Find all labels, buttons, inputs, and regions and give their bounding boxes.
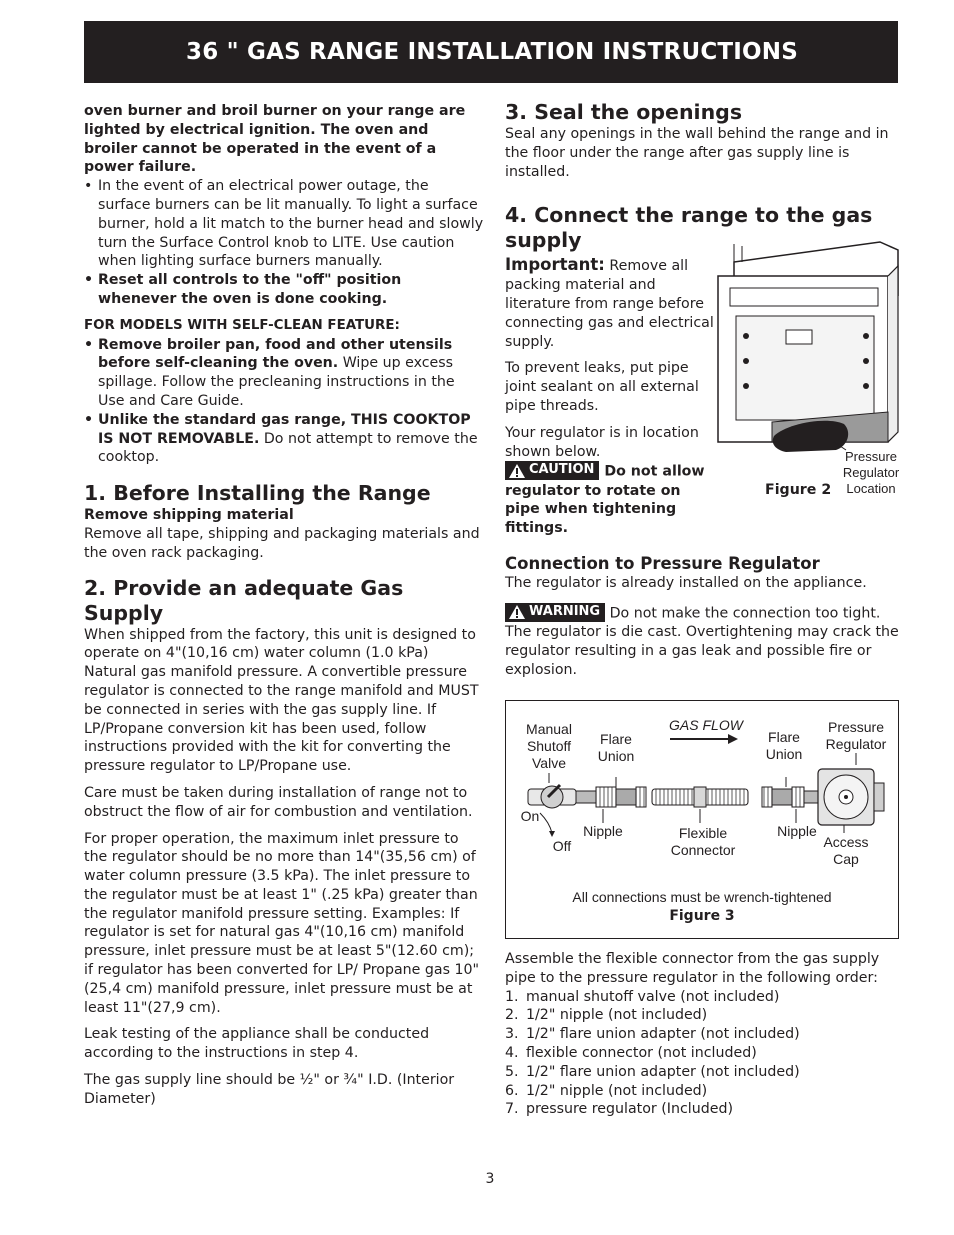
on-label: On — [520, 808, 540, 824]
caution-badge: CAUTION — [505, 461, 599, 480]
figure-3-diagram — [505, 700, 899, 939]
warning-triangle-icon — [508, 604, 526, 620]
section-2-para: The gas supply line should be ½" or ¾" I.D. (Interior Diameter) — [84, 1072, 455, 1107]
flare-union-label-left: Flare Union — [597, 731, 635, 764]
section-3-title: 3. Seal the openings — [505, 100, 743, 124]
section-3-text: Seal any openings in the wall behind the range and in the floor under the range after gas supply line is installed. — [505, 126, 889, 180]
flexible-connector-label: Flexible Connector — [670, 825, 736, 858]
warning-triangle-icon — [508, 463, 526, 479]
connection-text: The regulator is already installed on the appliance. — [505, 575, 867, 592]
section-4-title: 4. Connect the range to the gas supply — [505, 203, 873, 253]
leak-note: To prevent leaks, put pipe joint sealant on all external pipe threads. — [505, 360, 699, 414]
list-item: • Reset all controls to the "off" position whenever the oven is done cooking. — [84, 272, 402, 307]
range-back-illustration — [716, 236, 902, 462]
wrench-note: All connections must be wrench-tightened — [572, 889, 832, 905]
section-1-text: Remove all tape, shipping and packaging materials and the oven rack packaging. — [84, 525, 480, 561]
list-item: 3. 1/2" flare union adapter (not included) — [505, 1026, 800, 1043]
section-2-para: When shipped from the factory, this unit is designed to operate on 4"(10,16 cm) water column (1.0 kPa) Natural gas manifold pressure. A convertible pressure regulator is connected to the range manifold and MUST be connected in series with the gas supply line. If LP/Propane conversion kit has been used, follow instructions provided with the kit for converting the pressure regulator to LP/Propane use. — [84, 626, 479, 775]
off-label: Off — [552, 838, 572, 854]
section-2-para: Care must be taken during installation of range not to obstruct the flow of air for combustion and ventilation. — [84, 784, 473, 820]
section-2-title: 2. Provide an adequate Gas Supply — [84, 575, 404, 625]
list-item: 1. manual shutoff valve (not included) — [505, 988, 780, 1005]
figure-2-label: Figure 2 — [765, 482, 832, 498]
pressure-regulator-label: Pressure Regulator — [825, 719, 887, 752]
list-item: 6. 1/2" nipple (not included) — [505, 1082, 708, 1099]
list-item: 2. 1/2" nipple (not included) — [505, 1007, 708, 1024]
section-2-para: For proper operation, the maximum inlet pressure to the regulator should be no more than 14"(35,56 cm) of water column pressure (3.5 kPa). The inlet pressure to the regulator must be at least 1" (.25 kPa) greater than the regulator manifold pressure setting. Examples: If regulator is set for natural gas 4"(10,16 cm) manifold pressure, inlet pressure must be at least 5"(12.60 cm); if regulator has been converted for LP/ Propane gas 10"(25,4 cm) manifold pressure, inlet pressure must be at least 11"(27,9 cm). — [84, 830, 480, 1016]
warning-badge: WARNING — [505, 603, 605, 622]
warning-note: WARNING Do not make the connection too tight. The regulator is die cast. Overtightening may crack the regulator resulting in a gas leak and possible fire or explosion. — [505, 603, 899, 678]
section-1-subtitle: Remove shipping material — [84, 507, 294, 524]
gas-flow-label: GAS FLOW — [669, 717, 743, 733]
figure-3-label: Figure 3 — [669, 908, 735, 924]
page-title: 36 " GAS RANGE INSTALLATION INSTRUCTIONS — [186, 39, 799, 65]
connection-title: Connection to Pressure Regulator — [505, 554, 820, 574]
manual-shutoff-valve-label: Manual Shutoff Valve — [526, 721, 572, 771]
list-item: 4. flexible connector (not included) — [505, 1044, 757, 1061]
gas-connection-parts — [506, 701, 898, 881]
section-2-para: Leak testing of the appliance shall be conducted according to the instructions in step 4. — [84, 1026, 430, 1062]
assembly-steps — [505, 988, 900, 1120]
left-column — [84, 102, 484, 1109]
list-item: 5. 1/2" flare union adapter (not included) — [505, 1063, 800, 1080]
title-banner — [84, 21, 898, 83]
selfclean-bullets — [84, 336, 484, 468]
list-item: • In the event of an electrical power outage, the surface burners can be lit manually. To light a surface burner, hold a lit match to the burner head and slowly turn the Surface Control knob to LITE. Use caution when lighting surface burners manually. — [84, 178, 484, 270]
section-1-title: 1. Before Installing the Range — [84, 481, 431, 506]
caution-note: CAUTION Do not allow regulator to rotate on pipe when tightening fittings. — [505, 462, 705, 537]
selfclean-heading: FOR MODELS WITH SELF-CLEAN FEATURE: — [84, 317, 400, 333]
assembly-intro: Assemble the flexible connector from the gas supply pipe to the pressure regulator in the following order: — [505, 951, 880, 986]
list-item: 7. pressure regulator (Included) — [505, 1101, 733, 1118]
important-note: Important: Remove all packing material and literature from range before connecting gas and electrical supply. — [505, 255, 714, 350]
assembly-instructions — [505, 950, 900, 1119]
ignition-note: oven burner and broil burner on your range are lighted by electrical ignition. The oven and broiler cannot be operated in the event of a power failure. — [84, 103, 466, 176]
section-4-narrow — [505, 256, 715, 538]
access-cap-label: Access Cap — [823, 834, 869, 867]
nipple-label-left: Nipple — [583, 823, 623, 839]
nipple-label-right: Nipple — [777, 823, 817, 839]
page-number: 3 — [485, 1171, 495, 1187]
list-item: • Remove broiler pan, food and other utensils before self-cleaning the oven. Wipe up excess spillage. Follow the precleaning instructions in the Use and Care Guide. — [84, 336, 455, 409]
power-bullets — [84, 177, 484, 309]
regulator-note: Your regulator is in location shown below. — [505, 424, 699, 460]
flare-union-label-right: Flare Union — [765, 729, 803, 762]
list-item: • Unlike the standard gas range, THIS COOKTOP IS NOT REMOVABLE. Do not attempt to remove the cooktop. — [84, 411, 478, 466]
figure-2-callout: Pressure Regulator Location — [842, 449, 900, 496]
